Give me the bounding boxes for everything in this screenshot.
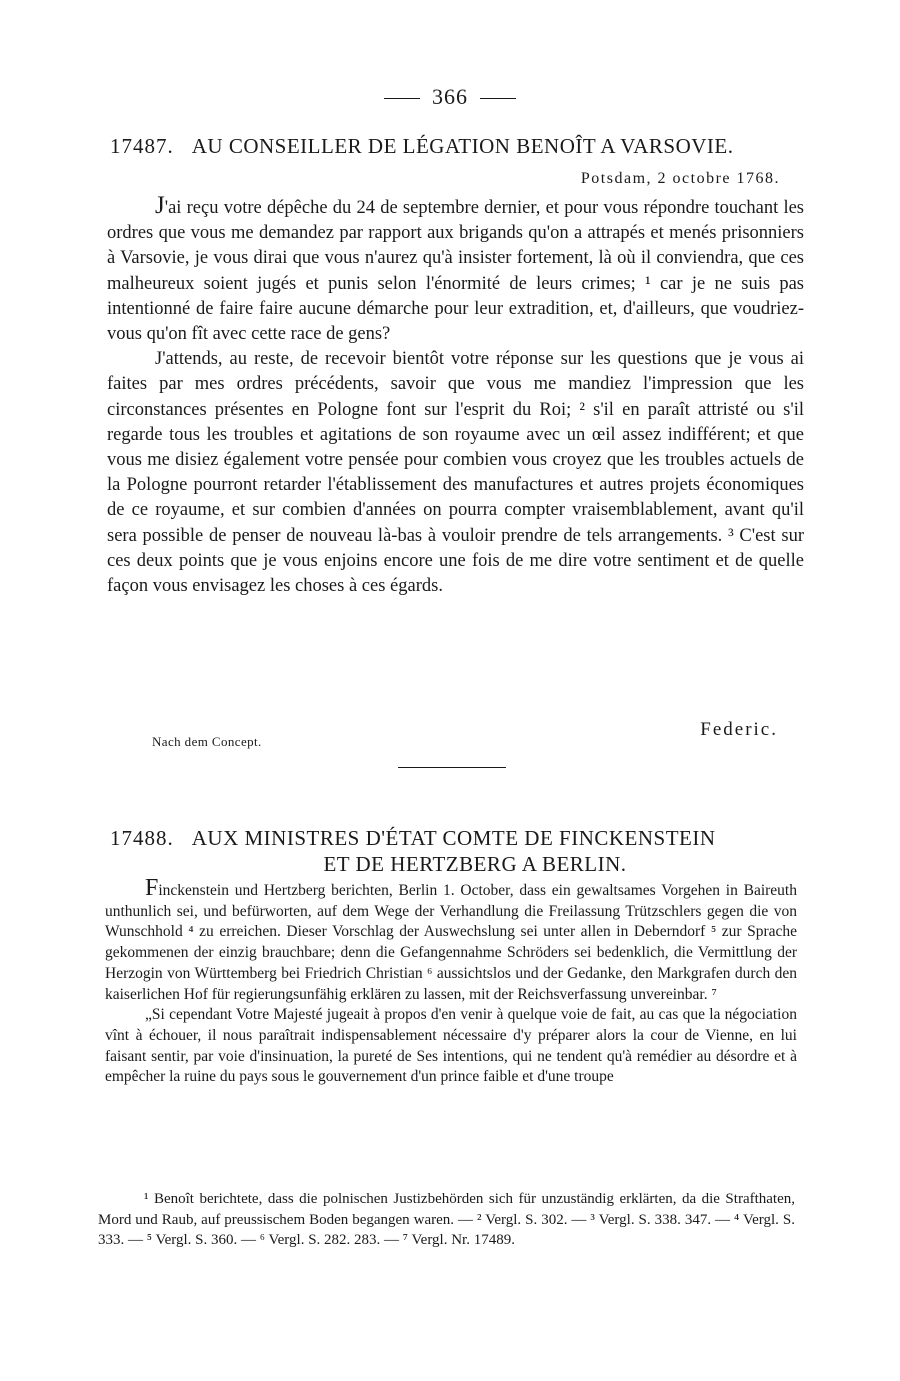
paragraph-text: inckenstein und Hertzberg berichten, Berlin 1. October, dass ein gewaltsames Vorgehen in Baireuth unthunlich sei, und befürworten, auf dem Wege der Verhandlung die Freilassung Trützschlers gegen die von Wunschhold ⁴ zu erreichen. Dieser Vorschlag der Auswechslung sei unter allen in Deberndorf ⁵ zur Sprache gekommenen der einzig brauchbare; denn die Gefangennahme Schröders sei bedenklich, die Vermittlung der Herzogin von Württemberg bei Friedrich Christian ⁶ aussichtslos und der Gedanke, den Markgrafen durch den kaiserlichen Hof für regierungsunfähig erklären zu lassen, mit der Reichsverfassung unvereinbar. ⁷ (105, 882, 797, 1003)
dateline: Potsdam, 2 octobre 1768. (580, 170, 780, 187)
quote-paragraph: „Si cependant Votre Majesté jugeait à propos d'en venir à quelque voie de fait, au cas que la négociation vînt à échouer, il nous paraîtrait indispensablement nécessaire d'y préparer alors la cour de Vienne, en lui faisant sentir, par voie d'insinuation, la pureté de Ses intentions, qui ne tendent qu'à remédier au désordre et à empêcher la ruine du pays sous le gouvernement d'un prince faible et d'une troupe (105, 1006, 797, 1086)
page-number-dash-left (384, 98, 420, 99)
letter-17488-heading (110, 825, 810, 877)
letter-paragraph (107, 193, 804, 347)
page-number-text: 366 (432, 84, 468, 109)
page-number-dash-right (480, 98, 516, 99)
letter-number: 17487. (110, 134, 174, 158)
paragraph-text: 'ai reçu votre dépêche du 24 de septembre dernier, et pour vous répondre touchant les ordres que vous me demandez par rapport aux brigands qu'on a attrapés et menés prisonniers à Varsovie, je vous dirai que vous n'aurez qu'à insister fortement, là où il conviendra, que ces malheureux soient jugés et punis selon l'énormité de leurs crimes; ¹ car je ne suis pas intentionné de faire faire aucune démarche pour leur extradition, et, d'ailleurs, que voudriez-vous qu'on fît avec cette race de gens? (107, 198, 804, 345)
section-divider (398, 767, 506, 768)
letter-17488-body (105, 875, 797, 1088)
letter-title-line2: ET DE HERTZBERG A BERLIN. (323, 852, 627, 876)
letter-number: 17488. (110, 826, 174, 850)
signature: Federic. (700, 719, 778, 740)
initial-letter: F (145, 875, 159, 901)
summary-paragraph (105, 875, 797, 1005)
letter-paragraph: J'attends, au reste, de recevoir bientôt votre réponse sur les questions que je vous ai faites par mes ordres précédents, savoir que vous me mandiez l'impression que les circonstances présentes en Pologne font sur l'esprit du Roi; ² s'il en paraît attristé ou s'il regarde tous les troubles et agitations de son royaume avec un œil assez indifférent; et que vous me disiez également votre pensée pour combien vous croyez que les troubles actuels de la Pologne pourront retarder l'établissement des manufactures et autres projets économiques de ce royaume, et sur combien d'années on pourra compter vraisemblablement, avant qu'il sera possible de penser de nouveau là-bas à vouloir prendre de tels arrangements. ³ C'est sur ces deux points que je vous enjoins encore une fois de me dire votre sentiment et de quelle façon vous envisagez les choses à ces égards. (107, 349, 804, 597)
source-note: Nach dem Concept. (152, 734, 262, 749)
initial-letter: J (155, 192, 165, 219)
footnote-text: ¹ Benoît berichtete, dass die polnischen Justizbehörden sich für unzuständig erklärten, da die Strafthaten, Mord und Raub, auf preussischem Boden begangen waren. — ² Vergl. S. 302. — ³ Vergl. S. 338. 347. — ⁴ Vergl. S. 333. — ⁵ Vergl. S. 360. — ⁶ Vergl. S. 282. 283. — ⁷ Vergl. Nr. 17489. (98, 1191, 795, 1248)
letter-17487-heading (110, 133, 810, 159)
letter-title-line1: AUX MINISTRES D'ÉTAT COMTE DE FINCKENSTEIN (191, 826, 716, 850)
letter-17487-body (107, 193, 804, 599)
page-number (0, 84, 900, 110)
letter-title: AU CONSEILLER DE LÉGATION BENOÎT A VARSOVIE. (191, 134, 734, 158)
footnotes (98, 1189, 795, 1251)
